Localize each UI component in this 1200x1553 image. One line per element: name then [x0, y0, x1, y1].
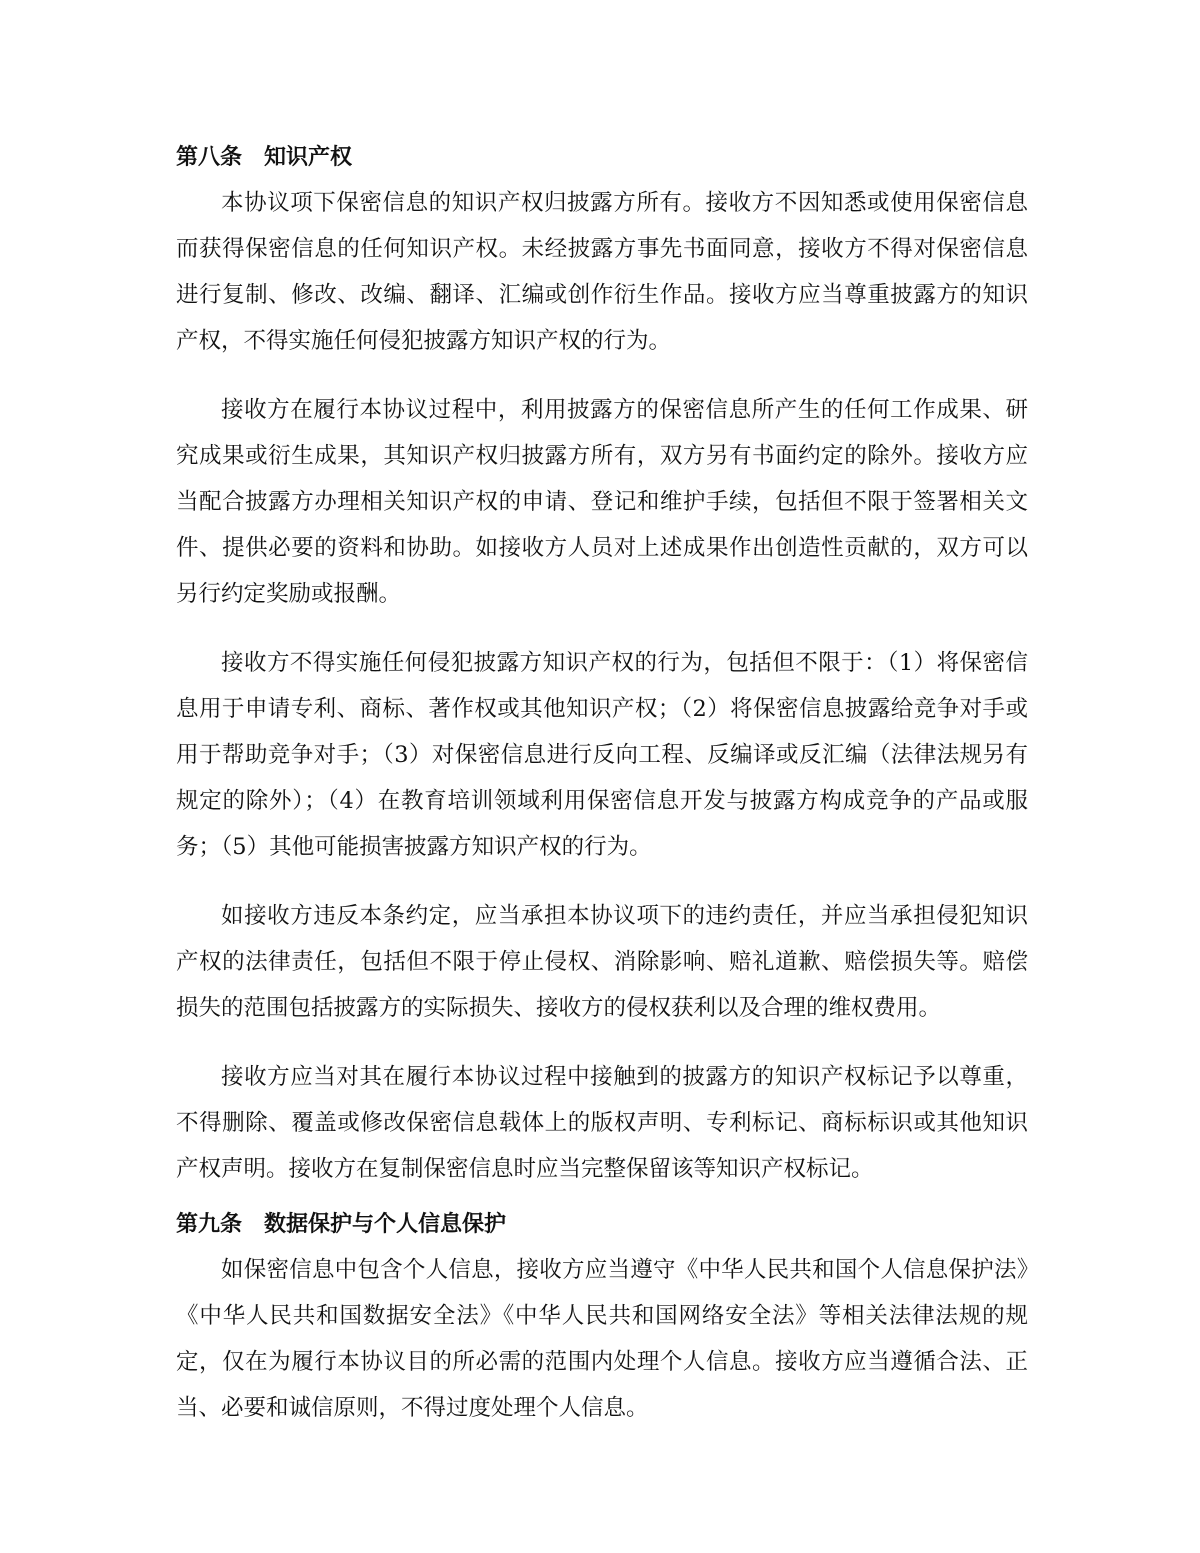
article-8-paragraph-4: 如接收方违反本条约定，应当承担本协议项下的违约责任，并应当承担侵犯知识产权的法律责任，包括但不限于停止侵权、消除影响、赔礼道歉、赔偿损失等。赔偿损失的范围包括披露方的实际损失、接收方的侵权获利以及合理的维权费用。 — [176, 903, 1028, 1021]
article-9-heading: 第九条 数据保护与个人信息保护 — [176, 1212, 507, 1237]
article-8-paragraph-1: 本协议项下保密信息的知识产权归披露方所有。接收方不因知悉或使用保密信息而获得保密信息的任何知识产权。未经披露方事先书面同意，接收方不得对保密信息进行复制、修改、改编、翻译、汇编或创作衍生作品。接收方应当尊重披露方的知识产权，不得实施任何侵犯披露方知识产权的行为。 — [176, 190, 1028, 354]
article-9-paragraph-1: 如保密信息中包含个人信息，接收方应当遵守《中华人民共和国个人信息保护法》《中华人民共和国数据安全法》《中华人民共和国网络安全法》等相关法律法规的规定，仅在为履行本协议目的所必需的范围内处理个人信息。接收方应当遵循合法、正当、必要和诚信原则，不得过度处理个人信息。 — [176, 1257, 1028, 1421]
article-8-paragraph-5: 接收方应当对其在履行本协议过程中接触到的披露方的知识产权标记予以尊重，不得删除、覆盖或修改保密信息载体上的版权声明、专利标记、商标标识或其他知识产权声明。接收方在复制保密信息时应当完整保留该等知识产权标记。 — [176, 1064, 1028, 1182]
article-8-paragraph-2: 接收方在履行本协议过程中，利用披露方的保密信息所产生的任何工作成果、研究成果或衍生成果，其知识产权归披露方所有，双方另有书面约定的除外。接收方应当配合披露方办理相关知识产权的申请、登记和维护手续，包括但不限于签署相关文件、提供必要的资料和协助。如接收方人员对上述成果作出创造性贡献的，双方可以另行约定奖励或报酬。 — [176, 397, 1028, 607]
document-body — [176, 138, 1028, 1454]
article-8-heading: 第八条 知识产权 — [176, 145, 353, 170]
article-9 — [176, 1205, 1028, 1431]
article-8 — [176, 138, 1028, 1192]
article-8-paragraph-3: 接收方不得实施任何侵犯披露方知识产权的行为，包括但不限于：（1）将保密信息用于申请专利、商标、著作权或其他知识产权；（2）将保密信息披露给竞争对手或用于帮助竞争对手；（3）对保密信息进行反向工程、反编译或反汇编（法律法规另有规定的除外）；（4）在教育培训领域利用保密信息开发与披露方构成竞争的产品或服务；（5）其他可能损害披露方知识产权的行为。 — [176, 650, 1028, 860]
